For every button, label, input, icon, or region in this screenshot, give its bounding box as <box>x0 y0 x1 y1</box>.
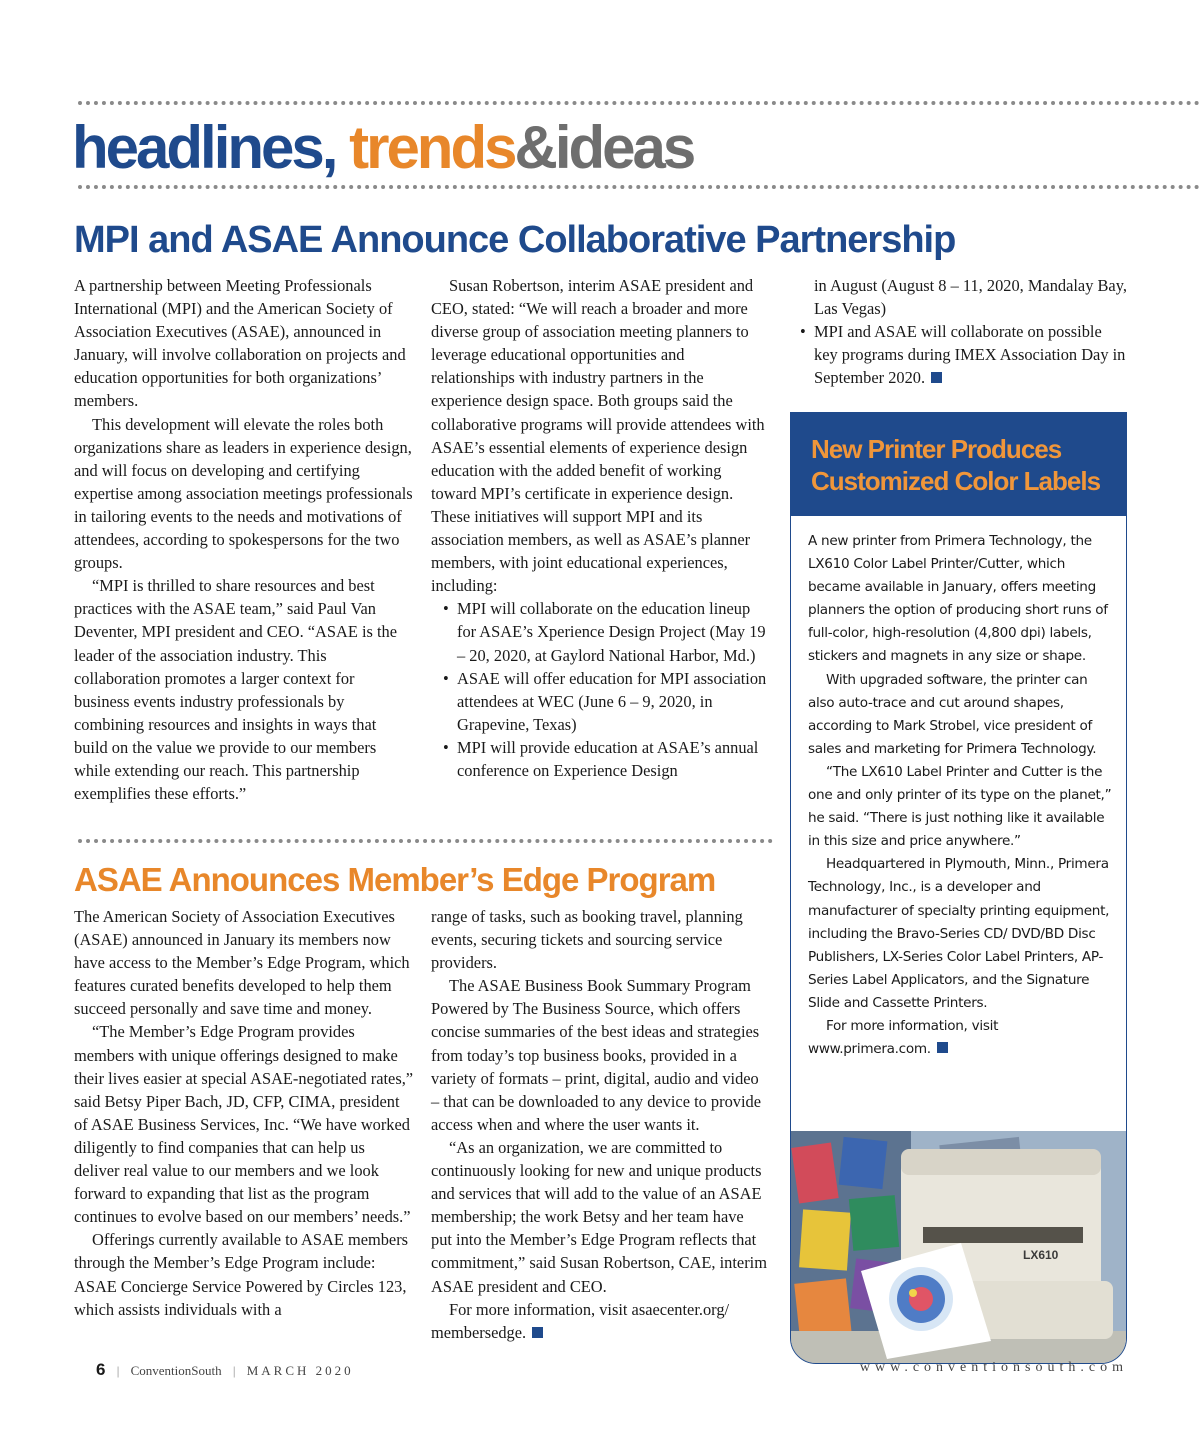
printer-photo <box>791 1131 1126 1363</box>
paragraph: Susan Robertson, interim ASAE president and CEO, stated: “We will reach a broader and more diverse group of association meeting planners to leverage educational opportunities and relationships with industry partners in the experience design space. Both groups said the collaborative programs will provide attendees with ASAE’s essential elements of experience design education with the added benefit of working toward MPI’s certificate in experience design. These initiatives will support MPI and its association members, as well as ASAE’s planner members, with joint educational experiences, including: <box>431 276 765 596</box>
list-item-text: MPI will provide education at ASAE’s annual conference on Experience Design <box>457 737 759 780</box>
sidebar-body <box>808 530 1114 1061</box>
paragraph <box>431 1298 768 1344</box>
paragraph-text: For more information, visit asaecenter.org/ membersedge. <box>431 1299 730 1342</box>
article1-column-1 <box>74 274 414 805</box>
sidebar-header <box>791 413 1126 516</box>
masthead-headlines: headlines, <box>72 114 336 181</box>
bullet-marker: • <box>443 599 449 619</box>
sidebar-title <box>811 433 1100 497</box>
paragraph: With upgraded software, the printer can also auto-trace and cut around shapes, according to Mark Strobel, vice president of sales and marketing for Primera Technology. <box>808 671 1097 757</box>
end-of-story-mark <box>532 1327 543 1338</box>
list-item <box>431 736 768 782</box>
paragraph <box>808 1015 1114 1061</box>
page-footer-left <box>96 1360 354 1380</box>
paragraph: A new printer from Primera Technology, the LX610 Color Label Printer/Cutter, which became available in January, offers meeting planners the option of producing short runs of full-color, high-resolution (4,800 dpi) labels, stickers and magnets in any size or shape. <box>808 533 1108 665</box>
bullet-marker: • <box>443 737 449 757</box>
article-headline-members-edge: ASAE Announces Member’s Edge Program <box>74 861 716 898</box>
section-masthead <box>72 112 693 184</box>
list-item-text: MPI and ASAE will collaborate on possible key programs during IMEX Association Day in September 2020. <box>814 322 1126 388</box>
issue-date: MARCH 2020 <box>246 1363 354 1378</box>
page-number: 6 <box>96 1360 106 1379</box>
article-headline-mpi-asae: MPI and ASAE Announce Collaborative Partnership <box>74 219 956 261</box>
masthead-ampersand: & <box>514 114 555 181</box>
paragraph: Offerings currently available to ASAE members through the Member’s Edge Program include: ASAE Concierge Service Powered by Circles 123, which assists individuals with a <box>74 1230 409 1319</box>
article2-column-2 <box>431 905 768 1344</box>
photo-printer-model-label: LX610 <box>1023 1248 1059 1262</box>
footer-separator: | <box>116 1363 120 1378</box>
end-of-story-mark <box>931 372 942 383</box>
paragraph: The American Society of Association Executives (ASAE) announced in January its members now have access to the Member’s Edge Program, which features curated benefits developed to help them succeed personally and save time and money. <box>74 907 410 1019</box>
bullet-marker: • <box>800 322 806 342</box>
masthead-ideas: ideas <box>554 114 694 181</box>
sidebar-title-line: Customized Color Labels <box>811 466 1101 496</box>
end-of-story-mark <box>937 1042 948 1053</box>
section-divider-rule <box>78 839 773 843</box>
masthead-bottom-rule <box>78 185 1200 189</box>
list-item <box>431 597 768 666</box>
list-item <box>788 320 1128 389</box>
list-item-text: ASAE will offer education for MPI association attendees at WEC (June 6 – 9, 2020, in Grapevine, Texas) <box>457 668 767 734</box>
list-item <box>431 667 768 736</box>
list-item-text: MPI will collaborate on the education lineup for ASAE’s Xperience Design Project (May 19 – 20, 2020, at Gaylord National Harbor, Md.) <box>457 599 766 665</box>
article1-column-2 <box>431 274 768 782</box>
paragraph: range of tasks, such as booking travel, planning events, securing tickets and sourcing service providers. <box>431 907 743 973</box>
publication-name: ConventionSouth <box>130 1363 222 1378</box>
paragraph: A partnership between Meeting Professionals International (MPI) and the American Society of Association Executives (ASAE), announced in January, will involve collaboration on projects and education opportunities for both organizations’ members. <box>74 276 406 411</box>
article1-column-3 <box>788 274 1128 389</box>
paragraph: This development will elevate the roles both organizations share as leaders in experience design, and will focus on developing and certifying expertise among association meetings professionals in tailoring events to the needs and motivations of attendees, according to spokespersons for the two groups. <box>74 414 413 573</box>
footer-separator: | <box>232 1363 236 1378</box>
masthead-trends: trends <box>349 114 515 181</box>
paragraph: Headquartered in Plymouth, Minn., Primera Technology, Inc., is a developer and manufacturer of specialty printing equipment, including the Bravo-Series CD/ DVD/BD Disc Publishers, LX-Series Color Label Printers, AP-Series Label Applicators, and the Signature Slide and Cassette Printers. <box>808 856 1110 1011</box>
article2-column-1 <box>74 905 414 1321</box>
masthead-top-rule <box>78 101 1200 105</box>
paragraph: “The Member’s Edge Program provides members with unique offerings designed to make their lives easier at special ASAE-negotiated rates,” said Betsy Piper Bach, JD, CFP, CIMA, president of ASAE Business Services, Inc. “We have worked diligently to find companies that can help us deliver real value to our members and we look forward to expanding that list as the program continues to evolve based on our members’ needs.” <box>74 1022 414 1227</box>
paragraph-text: For more information, visit www.primera.com. <box>808 1017 999 1058</box>
paragraph: “As an organization, we are committed to continuously looking for new and unique products and services that will add to the value of an ASAE membership; the work Betsy and her team have put into the Member’s Edge Program reflects that commitment,” said Susan Robertson, CAE, interim ASAE president and CEO. <box>431 1137 767 1296</box>
paragraph: The ASAE Business Book Summary Program Powered by The Business Source, which offers concise summaries of the best ideas and strategies from today’s top business books, provided in a variety of formats – print, digital, audio and video – that can be downloaded to any device to provide access when and where the user wants it. <box>431 976 761 1134</box>
paragraph: “The LX610 Label Printer and Cutter is the one and only printer of its type on the planet,” he said. “There is just nothing like it available in this size and price anywhere.” <box>808 763 1112 850</box>
list-item-continuation: in August (August 8 – 11, 2020, Mandalay Bay, Las Vegas) <box>814 276 1127 319</box>
sidebar-printer-story <box>790 412 1127 1364</box>
paragraph: “MPI is thrilled to share resources and best practices with the ASAE team,” said Paul Van Deventer, MPI president and CEO. “ASAE is the leader of the association industry. This collaboration promotes a larger context for business events industry professionals by combining resources and insights in ways that build on the value we provide to our members while extending our reach. This partnership exemplifies these efforts.” <box>74 576 397 804</box>
footer-website: www.conventionsouth.com <box>859 1360 1128 1375</box>
sidebar-title-line: New Printer Produces <box>811 434 1062 464</box>
bullet-marker: • <box>443 668 449 688</box>
